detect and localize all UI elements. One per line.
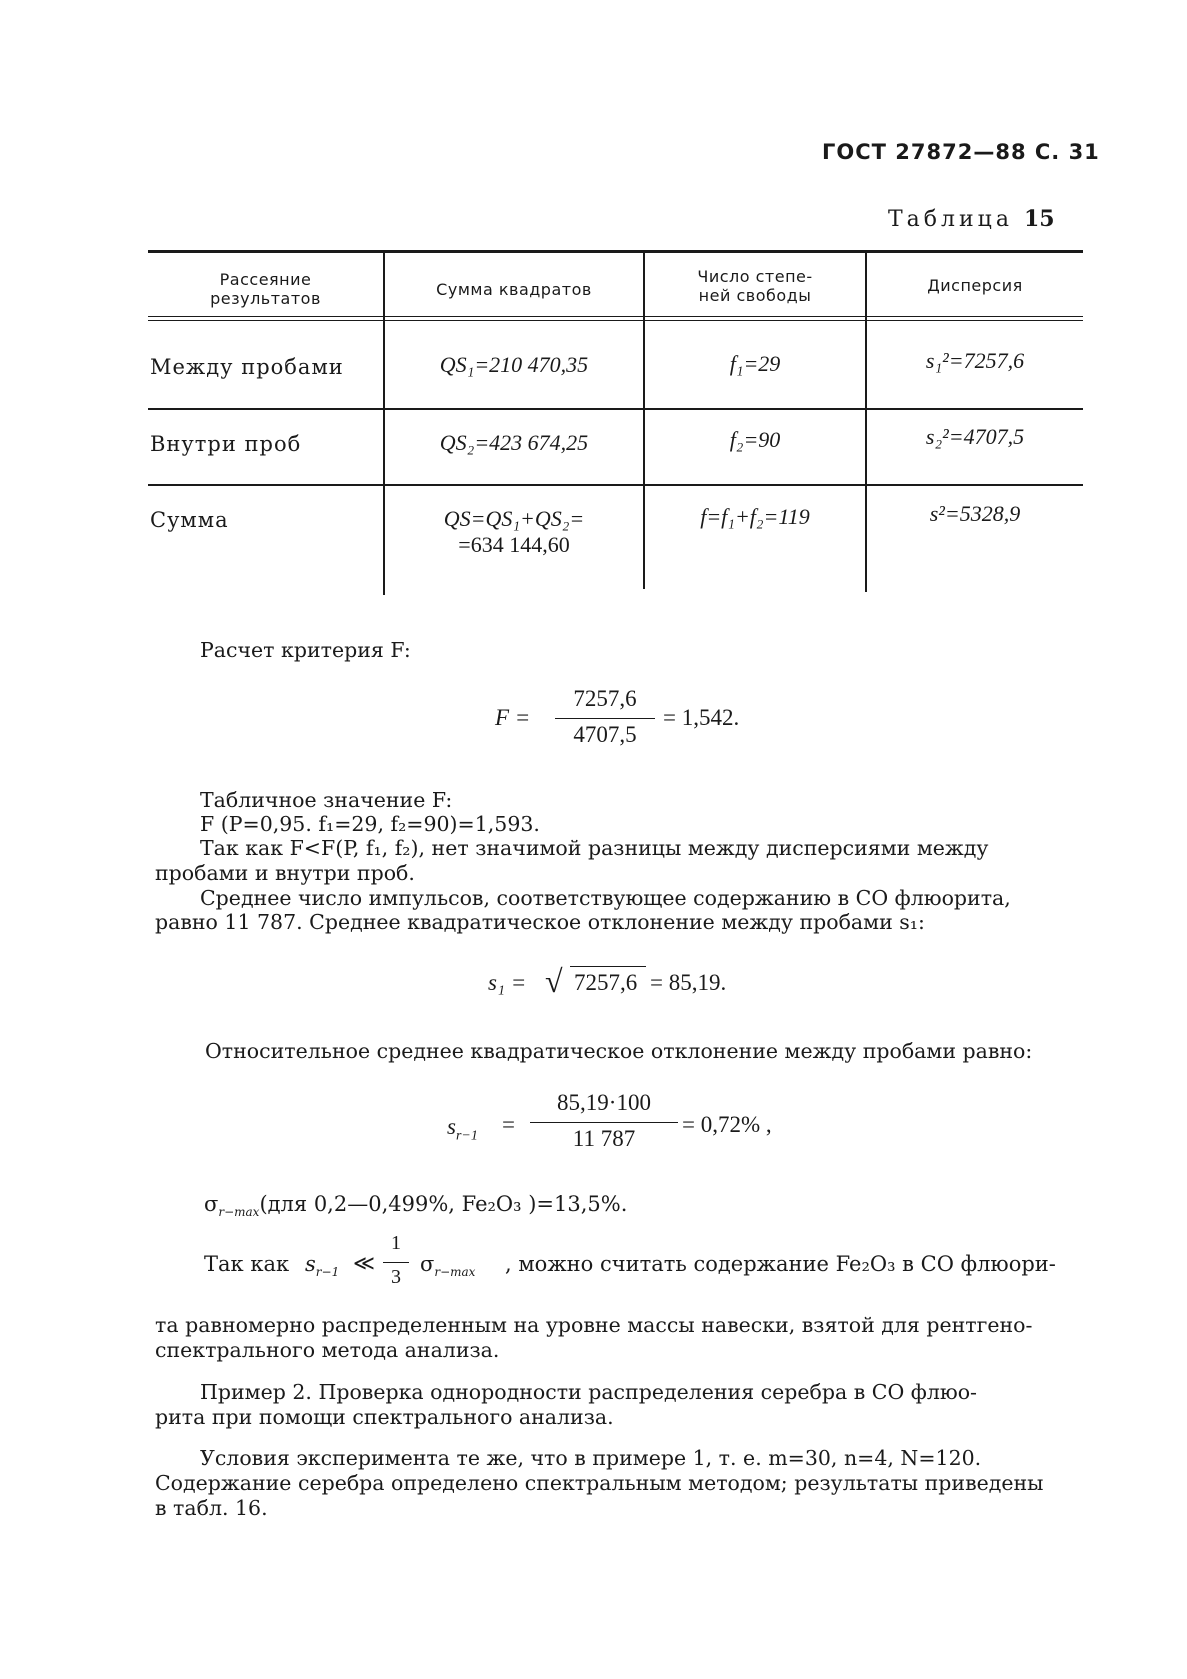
s1-formula-lhs (488, 970, 526, 996)
paragraph-conditions-line2: Содержание серебра определено спектральным методом; результаты приведены (155, 1471, 1044, 1495)
sqrt-icon: √ (545, 963, 563, 999)
sqrt-overline (570, 966, 646, 967)
tabular-f-title: Табличное значение F: (200, 788, 453, 812)
column-header-scatter (148, 270, 383, 308)
variance-table (148, 250, 1083, 595)
row-label-within: Внутри проб (150, 432, 302, 456)
since-lead: Так как (204, 1252, 290, 1276)
sr-formula-equals: = (502, 1112, 515, 1137)
cell-text: QS₂=423 674,25 (439, 430, 589, 455)
paragraph-conditions-line3: в табл. 16. (155, 1496, 268, 1520)
cell-text-continuation: =634 144,60 (458, 532, 570, 557)
table-header-rule-1 (148, 316, 1083, 317)
sigma-max-line (204, 1192, 627, 1225)
calc-title: Расчет критерия F: (200, 638, 411, 662)
since-sigma-term (420, 1252, 475, 1285)
table-caption (888, 206, 1055, 232)
formula-text: s₁ = (488, 970, 527, 995)
one-third-denominator: 3 (391, 1266, 401, 1288)
cell-text: f₂=90 (729, 427, 781, 452)
sr-formula-fraction-bar (530, 1122, 678, 1123)
sigma-symbol: σ (420, 1252, 435, 1276)
row-label-total: Сумма (150, 508, 229, 532)
cell-text: f=f₁+f₂=119 (700, 504, 810, 529)
column-header-sum-squares (385, 280, 643, 299)
paragraph-example2-line1: Пример 2. Проверка однородности распределения серебра в СО флюо- (200, 1380, 977, 1404)
f-formula-fraction-bar (555, 718, 655, 719)
much-less-symbol: ≪ (353, 1251, 375, 1275)
paragraph-mean-line2: равно 11 787. Среднее квадратическое отклонение между пробами s₁: (155, 910, 925, 934)
cell-variance-total (867, 501, 1083, 527)
cell-df-between (645, 351, 865, 377)
since-s-term (305, 1252, 339, 1285)
sigma-symbol: σ (204, 1192, 219, 1216)
paragraph-relative-deviation: Относительное среднее квадратическое отклонение между пробами равно: (205, 1039, 1033, 1063)
f-formula-rhs: = 1,542. (663, 705, 740, 730)
table-top-rule (148, 250, 1083, 253)
formula-text: s (447, 1114, 456, 1139)
cell-sum-within (385, 430, 643, 456)
column-header-line: Рассеяние (219, 270, 312, 289)
column-header-line: Дисперсия (927, 276, 1023, 295)
f-formula-denominator: 4707,5 (573, 722, 637, 747)
sr-formula-numerator: 85,19·100 (557, 1090, 651, 1115)
sr-formula-denominator: 11 787 (572, 1126, 636, 1151)
since-rest: , можно считать содержание Fe₂O₃ в СО флюори- (505, 1252, 1056, 1276)
formula-text: F = (495, 705, 531, 730)
sigma-value: (для 0,2—0,499%, Fe₂O₃ )=13,5%. (259, 1192, 628, 1216)
column-header-line: результатов (210, 289, 321, 308)
paragraph-mean-line1: Среднее число импульсов, соответствующее содержанию в СО флюорита, (200, 886, 1011, 910)
sr-formula-rhs: = 0,72% , (682, 1112, 772, 1137)
formula-subscript: r−1 (315, 1265, 340, 1280)
column-header-line: Сумма квадратов (436, 280, 592, 299)
tabular-f-value: F (P=0,95. f₁=29, f₂=90)=1,593. (200, 812, 540, 836)
f-formula-numerator: 7257,6 (573, 686, 637, 711)
column-header-degrees-freedom (645, 267, 865, 305)
column-header-line: Число степе- (697, 267, 813, 286)
cell-variance-between (867, 348, 1083, 374)
formula-text: s (305, 1252, 316, 1276)
paragraph-example2-line2: рита при помощи спектрального анализа. (155, 1405, 614, 1429)
cell-df-total (645, 504, 865, 530)
table-row-rule-1 (148, 408, 1083, 410)
cell-df-within (645, 427, 865, 453)
paragraph-comparison-line2: пробами и внутри проб. (155, 861, 415, 885)
cell-text: s²=5328,9 (929, 501, 1021, 526)
paragraph-comparison-line1: Так как F<F(P, f₁, f₂), нет значимой разницы между дисперсиями между (200, 836, 989, 860)
s1-radicand: 7257,6 (574, 970, 638, 995)
f-formula-lhs (495, 705, 530, 731)
paragraph-conditions-line1: Условия эксперимента те же, что в примере 1, т. е. m=30, n=4, N=120. (200, 1446, 982, 1470)
document-header: ГОСТ 27872—88 С. 31 (822, 140, 1100, 164)
cell-text: s₂²=4707,5 (925, 424, 1025, 449)
s1-formula-rhs: = 85,19. (650, 970, 727, 995)
sigma-subscript: r−max (434, 1265, 476, 1280)
sigma-subscript: r−max (218, 1205, 260, 1220)
paragraph-uniform-line1: та равномерно распределенным на уровне массы навески, взятой для рентгено- (155, 1313, 1033, 1337)
table-col-divider-3 (865, 252, 867, 592)
formula-subscript: r−1 (455, 1128, 478, 1144)
table-row-rule-2 (148, 484, 1083, 486)
cell-sum-total (385, 506, 643, 558)
column-header-line: ней свободы (698, 286, 812, 305)
table-caption-word: Таблица (888, 207, 1013, 232)
one-third-numerator: 1 (391, 1232, 401, 1254)
column-header-variance (867, 276, 1083, 295)
table-caption-number: 15 (1023, 206, 1055, 232)
row-label-between: Между пробами (150, 355, 344, 379)
cell-text: f₁=29 (729, 351, 781, 376)
sr-formula-lhs (447, 1114, 478, 1145)
cell-sum-between (385, 352, 643, 378)
cell-text: QS=QS₁+QS₂= (443, 506, 585, 531)
cell-text: s₁²=7257,6 (925, 348, 1025, 373)
one-third-fraction-bar (383, 1262, 409, 1263)
cell-text: QS₁=210 470,35 (439, 352, 589, 377)
table-header-rule-2 (148, 320, 1083, 321)
paragraph-uniform-line2: спектрального метода анализа. (155, 1338, 500, 1362)
cell-variance-within (867, 424, 1083, 450)
